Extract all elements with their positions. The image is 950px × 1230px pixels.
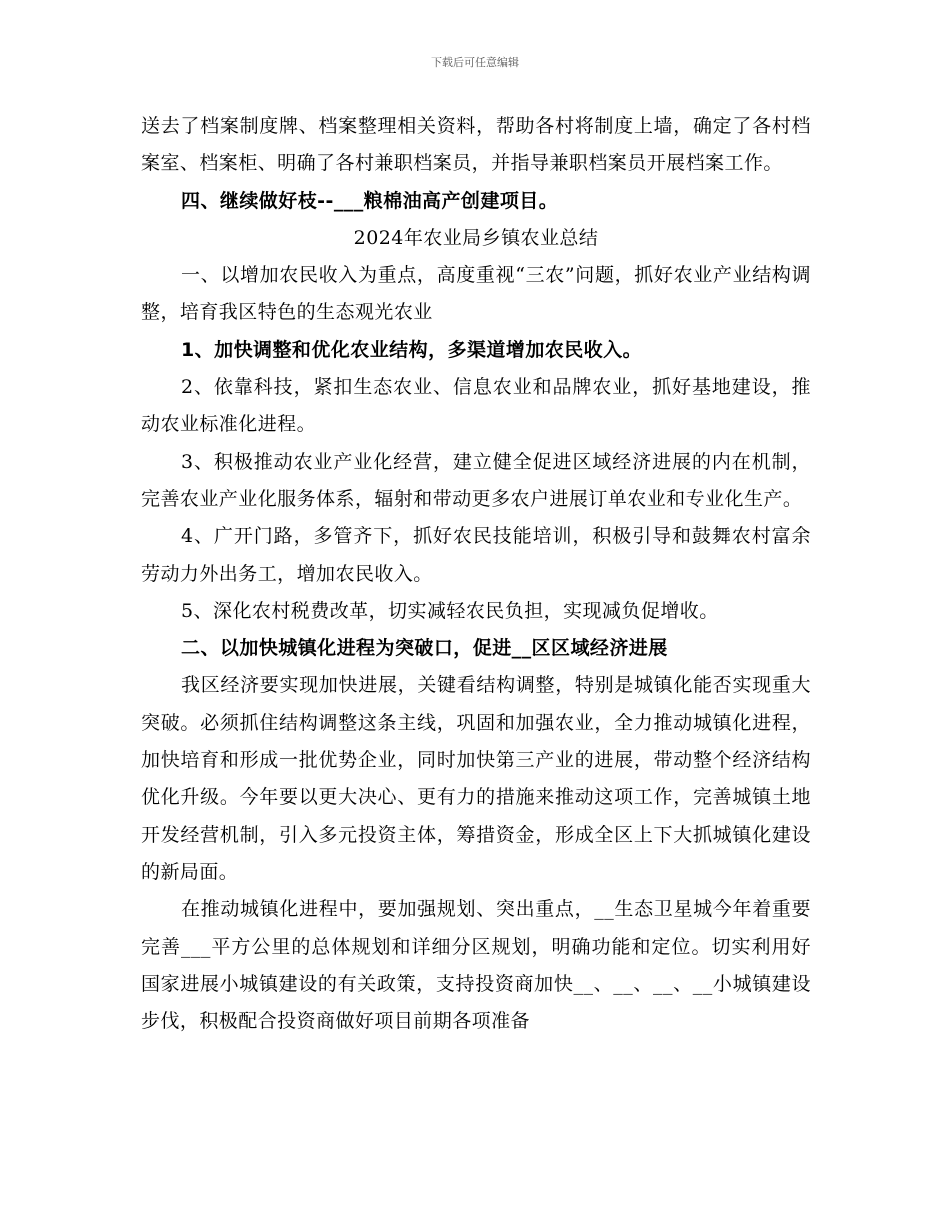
paragraph-economy: 我区经济要实现加快进展，关键看结构调整，特别是城镇化能否实现重大突破。必须抓住结构调整这条主线，巩固和加强农业，全力推动城镇化进程，加快培育和形成一批优势企业，同时加快第三产业的进展，带动整个经济结构优化升级。今年要以更大决心、更有力的措施来推动这项工作，完善城镇土地开发经营机制，引入多元投资主体，筹措资金，形成全区上下大抓城镇化建设的新局面。 [141, 674, 811, 883]
section-heading-1: 一、以增加农民收入为重点，高度重视“三农”问题，抓好农业产业结构调整，培育我区特色的生态观光农业 [141, 264, 811, 324]
paragraph-continued: 送去了档案制度牌、档案整理相关资料，帮助各村将制度上墙，确定了各村档案室、档案柜、明确了各村兼职档案员，并指导兼职档案员开展档案工作。 [141, 115, 811, 175]
section-heading-2: 二、以加快城镇化进程为突破口，促进__区区域经济进展 [181, 637, 668, 660]
subheading-1: 1、加快调整和优化农业结构，多渠道增加农民收入。 [181, 338, 643, 361]
document-body [141, 108, 811, 1040]
document-title: 2024年农业局乡镇农业总结 [353, 226, 599, 249]
list-item-5: 5、深化农村税费改革，切实减轻农民负担，实现减负促增收。 [181, 599, 719, 622]
section-heading-4: 四、继续做好枝--___粮棉油高产创建项目。 [181, 189, 559, 212]
list-item-2: 2、依靠科技，紧扣生态农业、信息农业和品牌农业，抓好基地建设，推动农业标准化进程。 [141, 376, 811, 436]
list-item-3: 3、积极推动农业产业化经营，建立健全促进区域经济进展的内在机制，完善农业产业化服务体系，辐射和带动更多农户进展订单农业和专业化生产。 [141, 450, 811, 510]
list-item-4: 4、广开门路，多管齐下，抓好农民技能培训，积极引导和鼓舞农村富余劳动力外出务工，增加农民收入。 [141, 525, 811, 585]
page-header: 下载后可任意编辑 [431, 56, 519, 69]
paragraph-urbanization: 在推动城镇化进程中，要加强规划、突出重点，__生态卫星城今年着重要完善___平方公里的总体规划和详细分区规划，明确功能和定位。切实利用好国家进展小城镇建设的有关政策，支持投资商加快__、__、__、__小城镇建设步伐，积极配合投资商做好项目前期各项准备 [141, 898, 811, 1033]
